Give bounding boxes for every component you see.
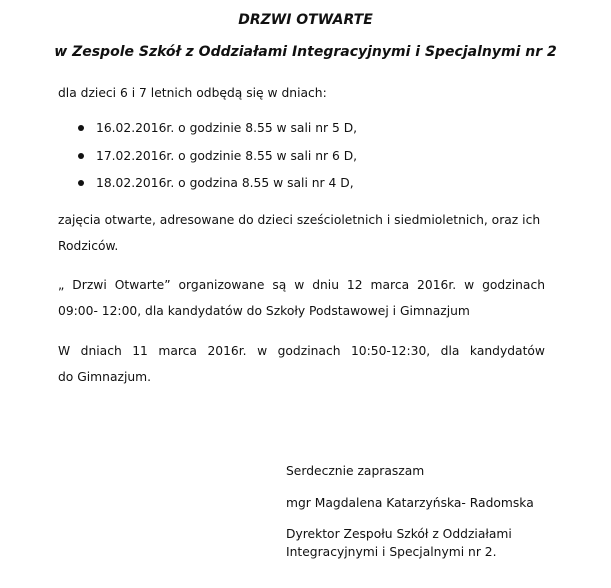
- bullet-icon: [78, 180, 84, 186]
- paragraph-open-doors-line1: „ Drzwi Otwarte” organizowane są w dniu 12 marca 2016r. w godzinach: [58, 278, 545, 292]
- paragraph-open-classes: zajęcia otwarte, adresowane do dzieci sześcioletnich i siedmioletnich, oraz ich Rodziców.: [58, 213, 541, 253]
- date-item-text: 16.02.2016r. o godzinie 8.55 w sali nr 5 D,: [96, 121, 358, 135]
- dates-list: [78, 118, 357, 201]
- paragraph-open-doors-line2: 09:00- 12:00, dla kandydatów do Szkoły Podstawowej i Gimnazjum: [58, 304, 470, 318]
- date-item-text: 18.02.2016r. o godzina 8.55 w sali nr 4 D,: [96, 176, 354, 190]
- paragraph-open-doors: [58, 272, 545, 324]
- paragraph-gymnasium: [58, 338, 545, 390]
- intro-text: dla dzieci 6 i 7 letnich odbędą się w dniach:: [58, 86, 327, 100]
- date-item-text: 17.02.2016r. o godzinie 8.55 w sali nr 6 D,: [96, 148, 358, 163]
- paragraph-gymnasium-line1: W dniach 11 marca 2016r. w godzinach 10:50-12:30, dla kandydatów: [58, 344, 545, 358]
- signature-position-line2: Integracyjnymi i Specjalnymi nr 2.: [286, 545, 497, 559]
- bullet-icon: [78, 125, 84, 131]
- paragraph-gymnasium-line2: do Gimnazjum.: [58, 370, 152, 384]
- list-item: [78, 173, 357, 201]
- signature-greeting: Serdecznie zapraszam: [286, 464, 425, 478]
- list-item: [78, 146, 357, 174]
- signature-position-line1: Dyrektor Zespołu Szkół z Oddziałami: [286, 527, 512, 541]
- list-item: [78, 118, 357, 146]
- bullet-icon: [78, 153, 84, 159]
- signature-position: [286, 525, 512, 561]
- document-title: DRZWI OTWARTE: [238, 12, 373, 28]
- document-subtitle: w Zespole Szkół z Oddziałami Integracyjnymi i Specjalnymi nr 2: [54, 44, 557, 60]
- signature-name: mgr Magdalena Katarzyńska- Radomska: [286, 496, 534, 510]
